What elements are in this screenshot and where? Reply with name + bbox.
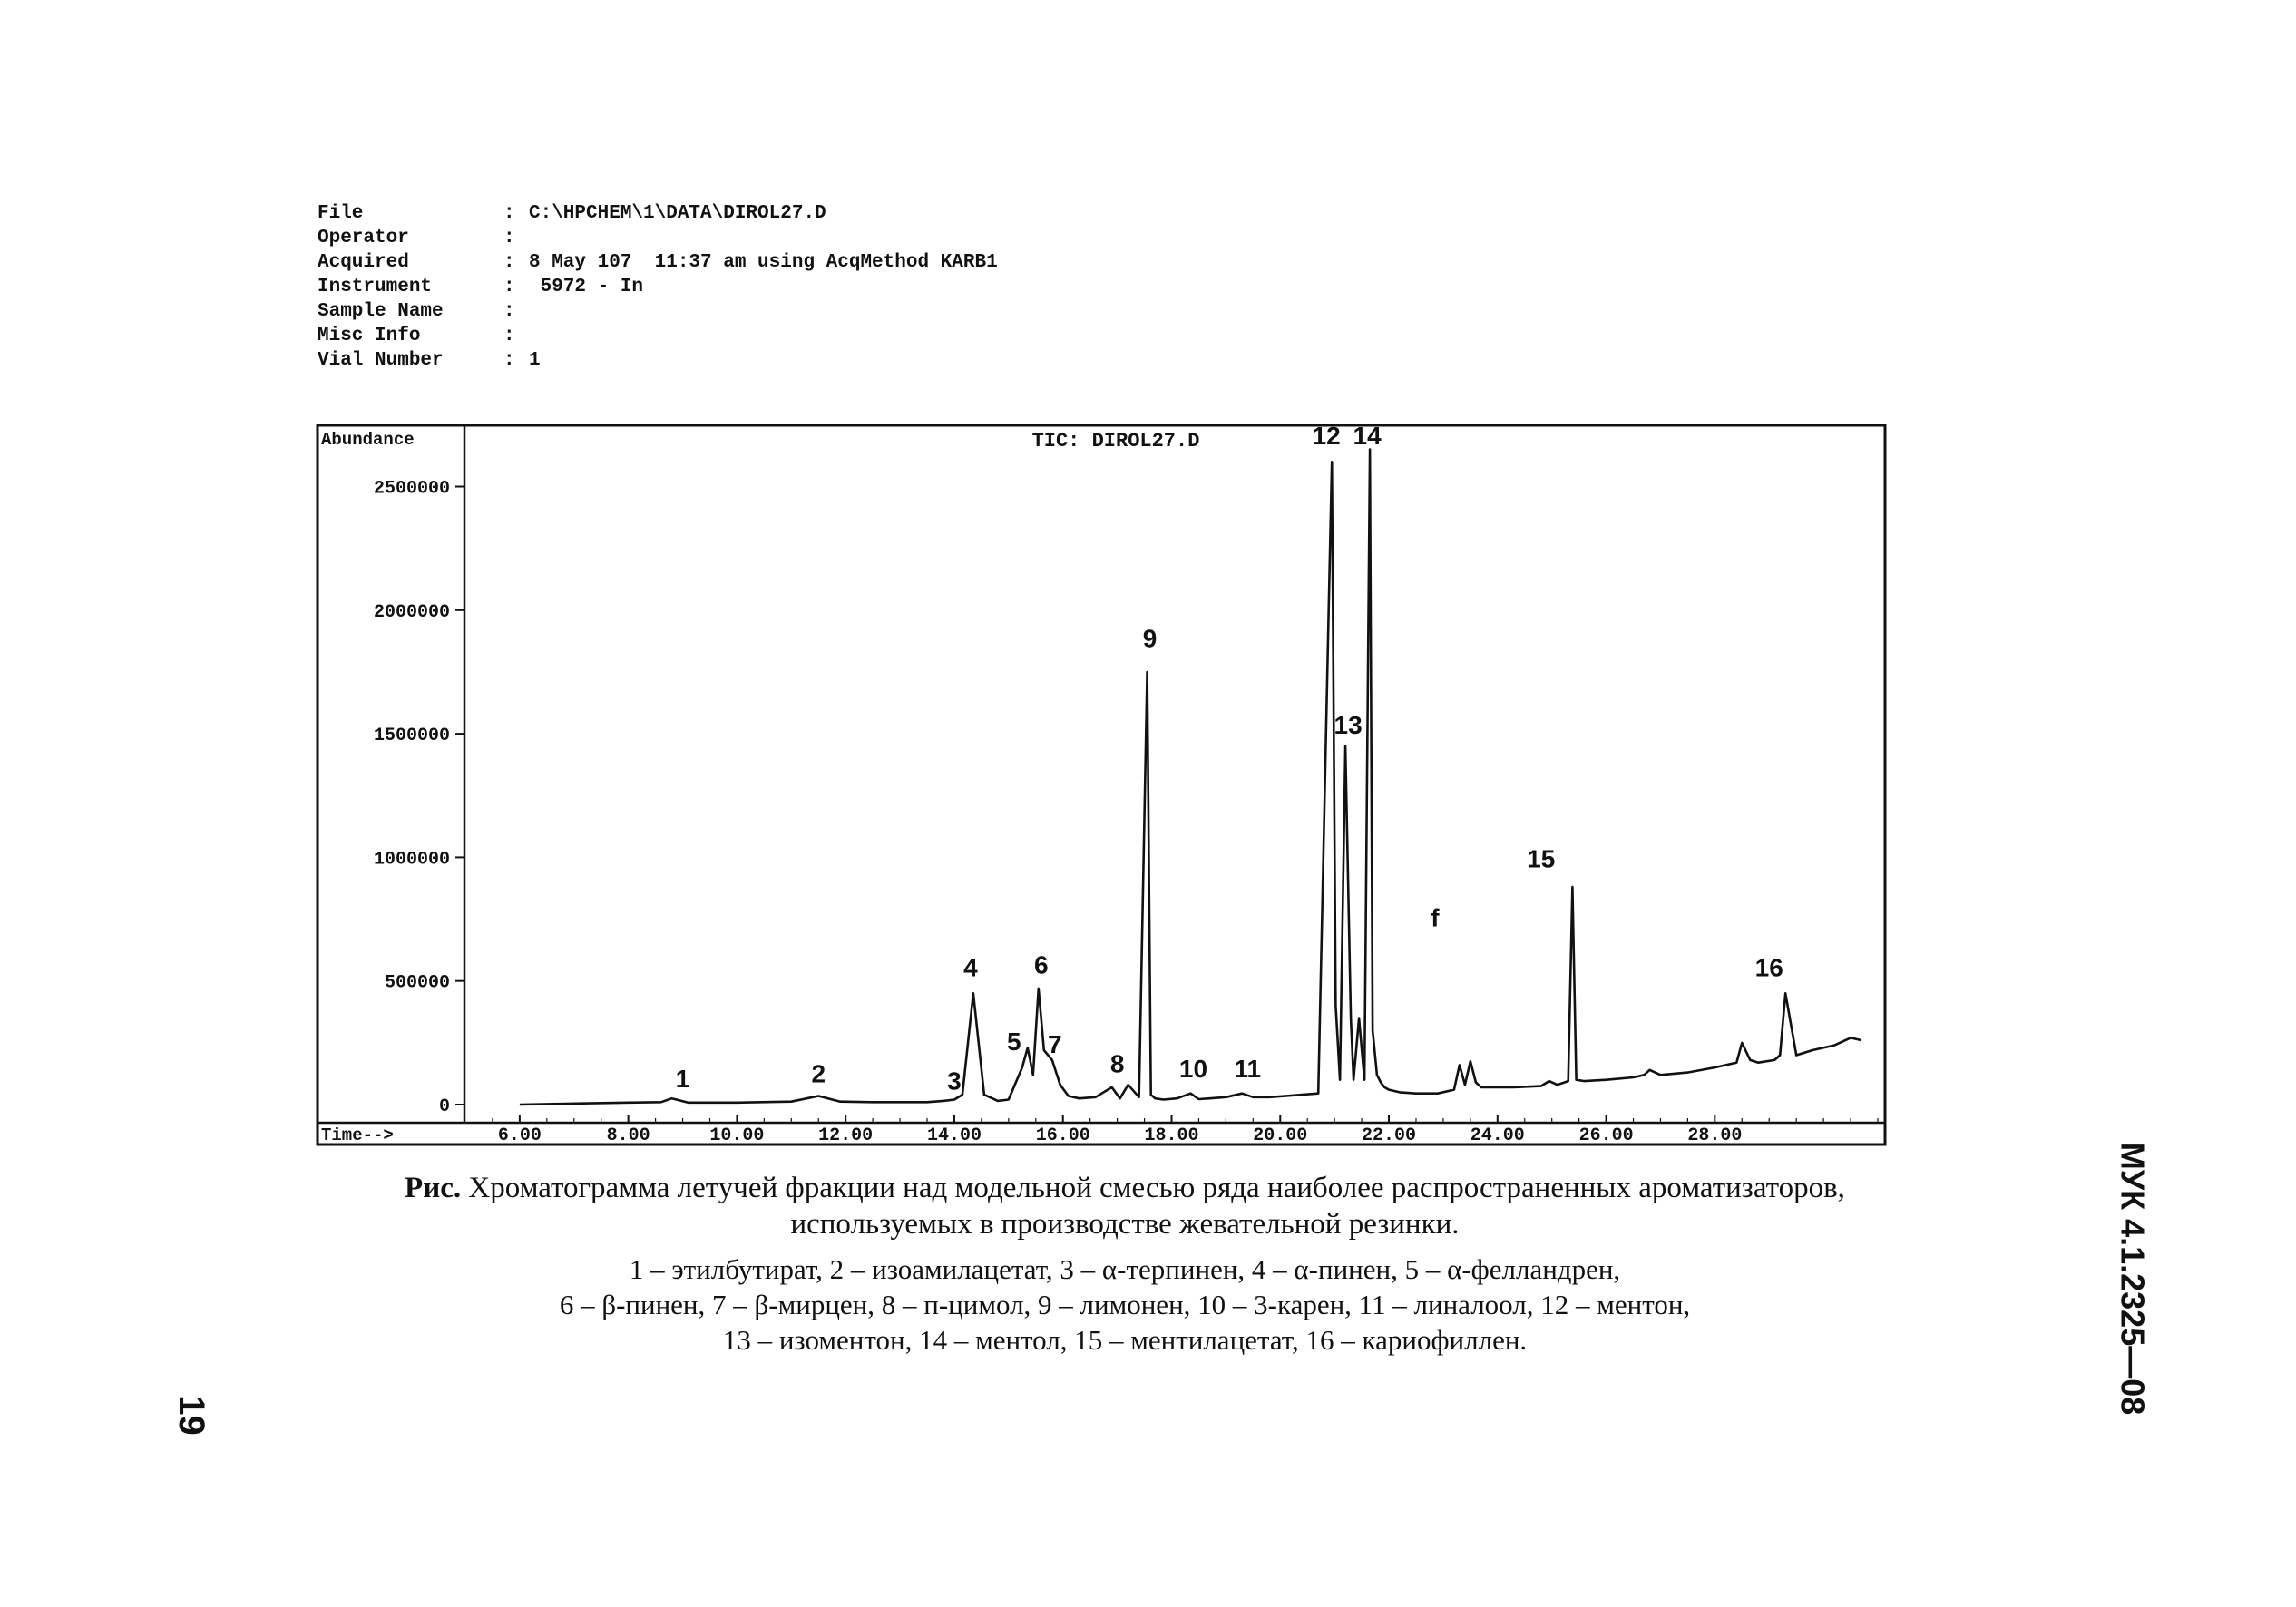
chart-peak-labels [676,422,1783,1095]
peak-label: 10 [1178,1055,1208,1084]
peak-label: 7 [1047,1029,1062,1058]
peak-label: 8 [1109,1049,1125,1078]
x-axis-label: Time--> [321,1125,394,1145]
chart-axes [374,479,1878,1146]
x-tick-label: 6.00 [497,1125,542,1146]
document-code: МУК 4.1.2325—08 [2114,1142,2152,1416]
legend-line-2: 6 – β-пинен, 7 – β-мирцен, 8 – п-цимол, 9 – лимонен, 10 – 3-карен, 11 – линалоол, 12 – ментон, [559,1289,1691,1320]
x-tick-label: 18.00 [1144,1125,1199,1146]
x-tick-label: 24.00 [1470,1125,1525,1146]
peak-label: 12 [1312,422,1341,451]
peak-label: 2 [811,1059,826,1088]
header-row-operator: Operator : [318,228,515,248]
peak-label: 16 [1754,953,1783,982]
page-number: 19 [171,1394,211,1436]
peak-label: 5 [1007,1028,1021,1057]
legend-line-3: 13 – изоментон, 14 – ментол, 15 – ментилацетат, 16 – кариофиллен. [722,1324,1528,1356]
x-tick-label: 16.00 [1035,1125,1090,1146]
x-tick-label: 26.00 [1578,1125,1634,1146]
caption-prefix: Рис. [405,1172,462,1204]
x-tick-label: 12.00 [818,1125,874,1146]
chart-series [520,450,1861,1105]
y-tick-label: 500000 [384,972,450,994]
chart-frame [318,425,1885,1145]
header-row-file: File : C:\HPCHEM\1\DATA\DIROL27.D [318,203,826,224]
y-tick-label: 1000000 [373,849,450,871]
figure-caption-title [345,1170,1905,1242]
document-code-wrap [2086,1125,2177,1433]
y-tick-label: 1500000 [373,726,450,747]
x-tick-label: 28.00 [1687,1125,1743,1146]
y-tick-label: 2500000 [373,478,450,500]
legend-line-1: 1 – этилбутират, 2 – изоамилацетат, 3 – α-терпинен, 4 – α-пинен, 5 – α-фелландрен, [629,1253,1621,1285]
plot-border [318,425,1885,1144]
figure-caption-legend [345,1252,1905,1358]
x-tick-label: 14.00 [926,1125,982,1146]
header-row-vial-number: Vial Number : 1 [318,350,541,371]
peak-label: 4 [963,953,978,982]
x-tick-label: 8.00 [606,1125,650,1146]
peak-label: 3 [947,1066,962,1096]
peak-label: 1 [675,1064,690,1093]
caption-title-text: Хроматограмма летучей фракции над модельной смесью ряда наиболее распространенных ароматизаторов, используемых в производстве жевательной резинки. [461,1172,1845,1241]
peak-label: 9 [1142,624,1158,653]
header-row-misc-info: Misc Info : [318,326,515,346]
peak-label: 14 [1353,422,1382,451]
x-tick-label: 10.00 [709,1125,765,1146]
y-axis-label: Abundance [321,430,415,450]
peak-label: 15 [1527,844,1556,873]
peak-label: 11 [1234,1055,1262,1084]
x-tick-label: 20.00 [1253,1125,1308,1146]
y-tick-label: 0 [438,1096,450,1117]
peak-label: 6 [1033,950,1049,979]
x-tick-label: 22.00 [1362,1125,1417,1146]
chart-title: TIC: DIROL27.D [1031,430,1200,453]
page-number-wrap [145,1378,236,1451]
header-row-sample-name: Sample Name : [318,301,515,322]
peak-label: 13 [1334,711,1363,740]
header-row-acquired: Acquired : 8 May 107 11:37 am using AcqMethod KARB1 [318,252,998,273]
series-line-tic [520,450,1861,1105]
y-tick-label: 2000000 [373,601,450,623]
header-row-instrument: Instrument : 5972 - In [318,277,644,297]
peak-label: f [1431,903,1440,932]
